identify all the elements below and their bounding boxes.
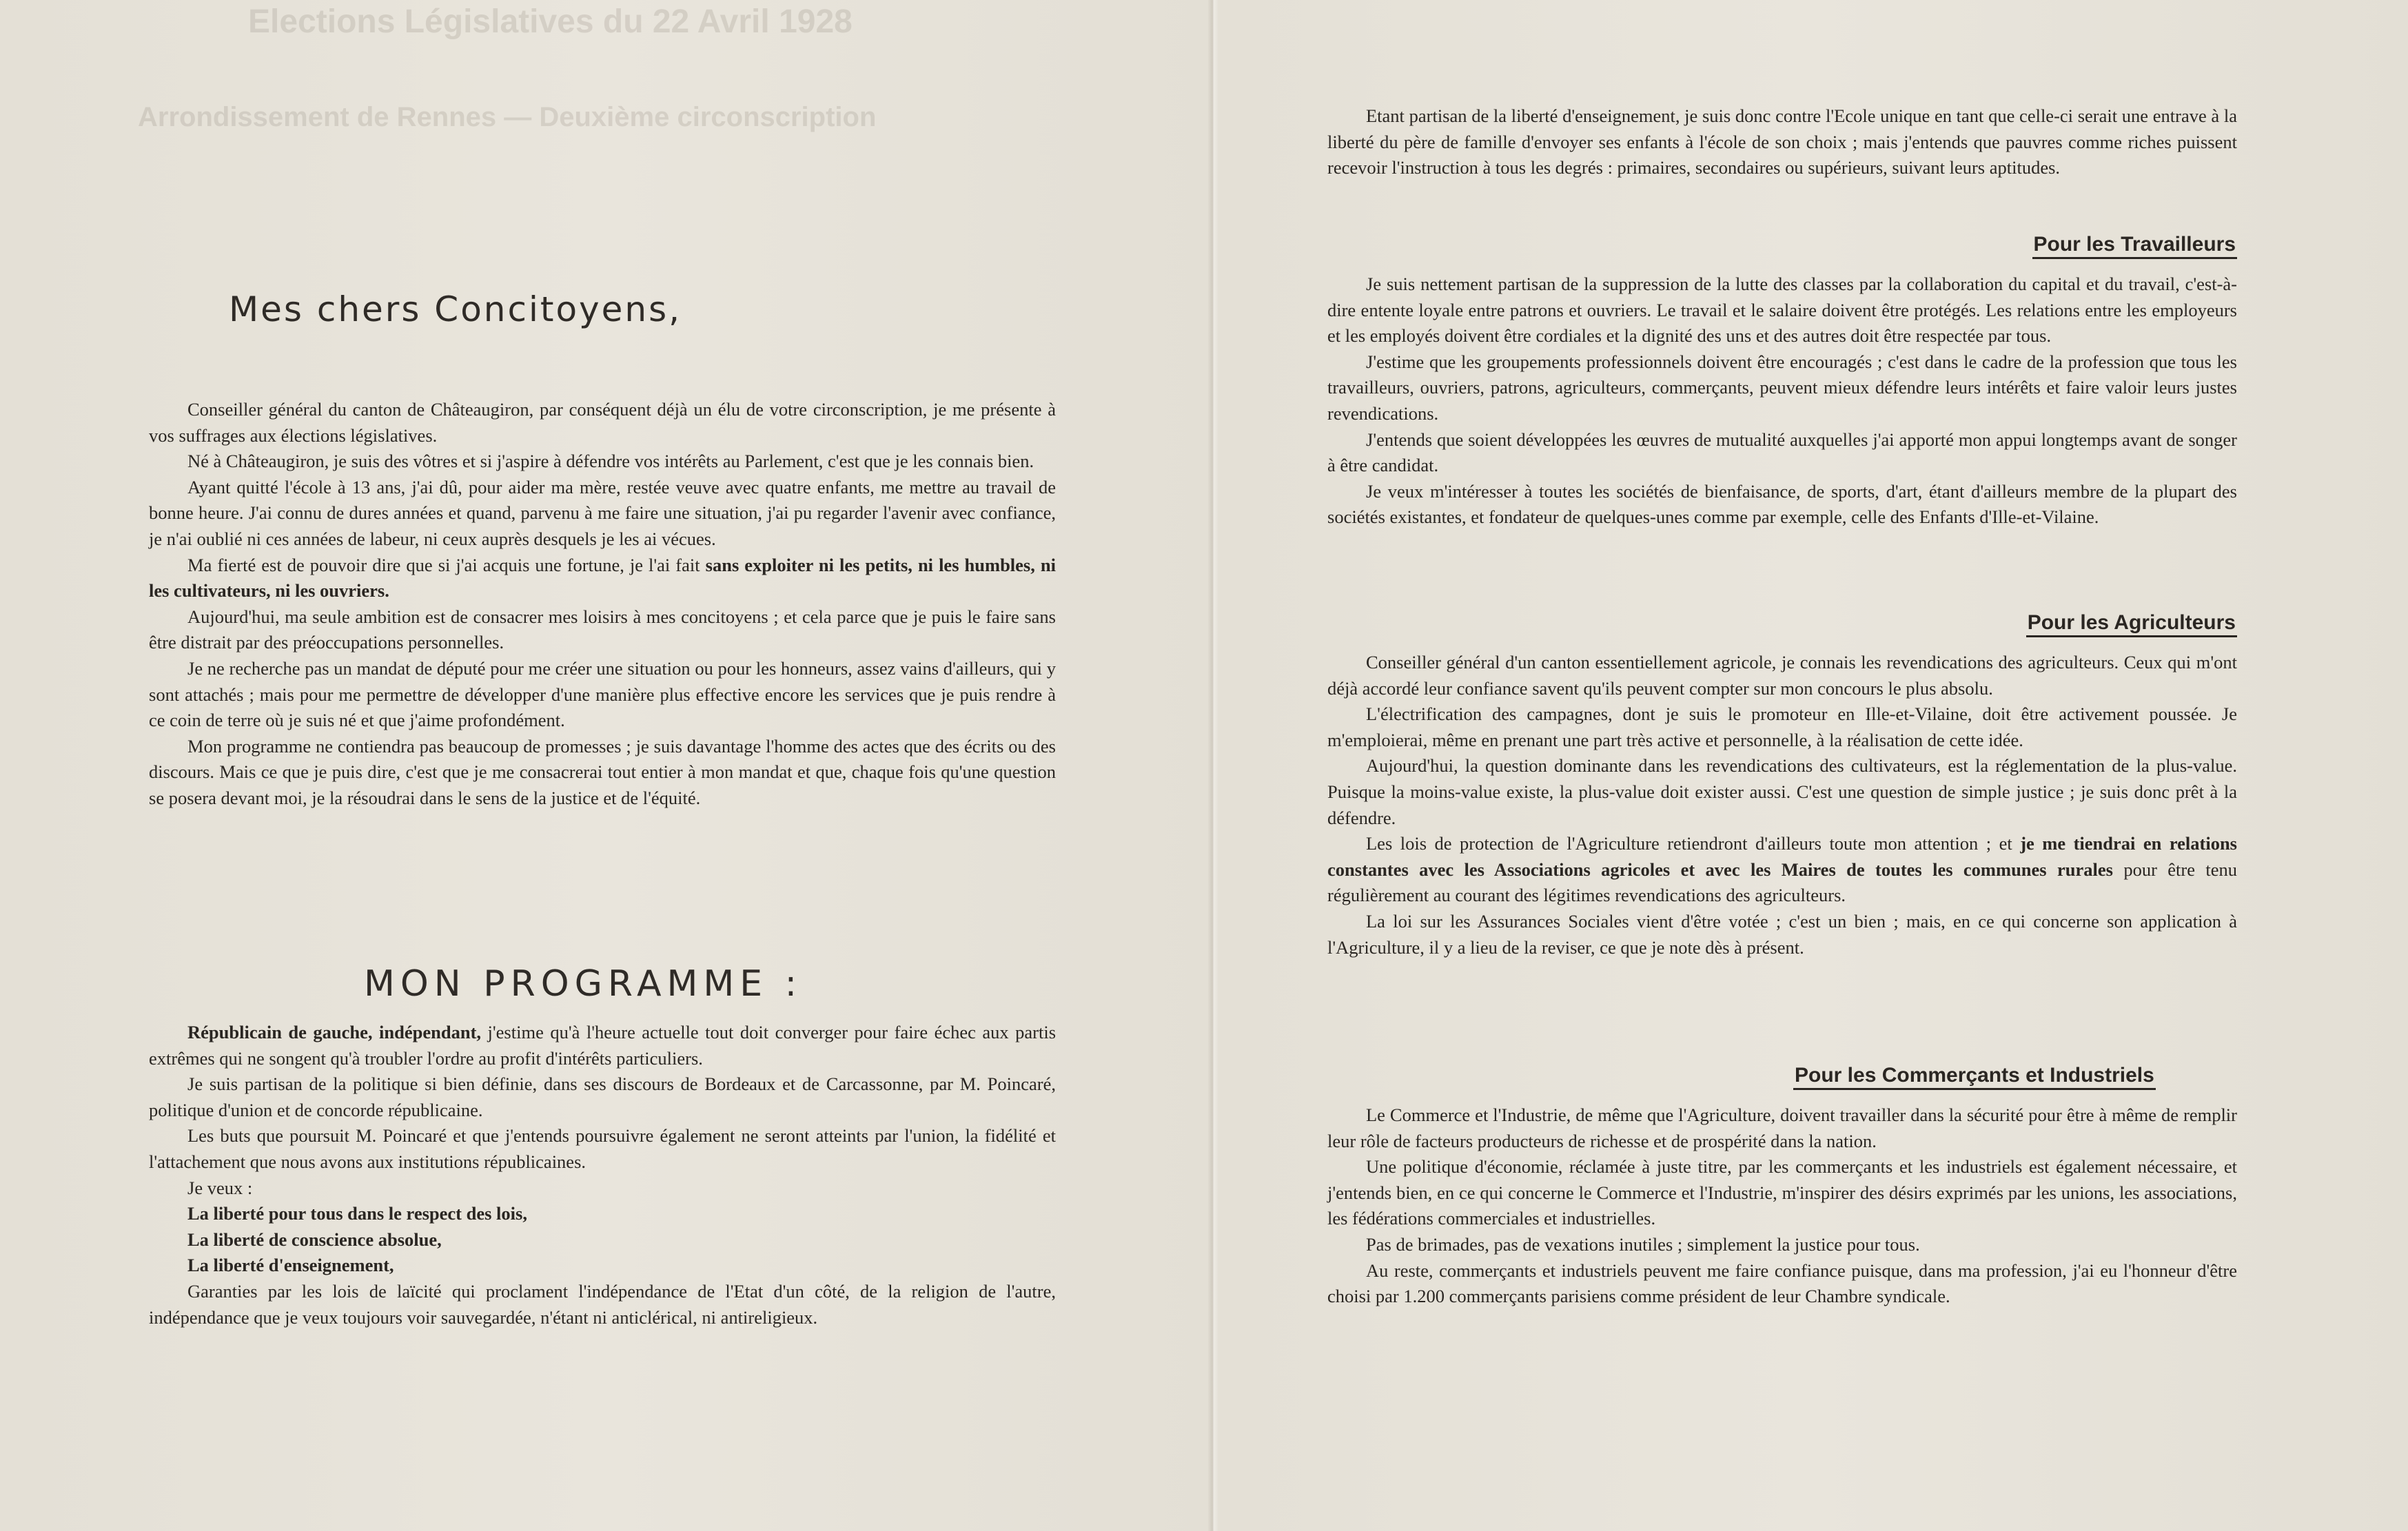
commercants-paragraph: Pas de brimades, pas de vexations inutiles ; simplement la justice pour tous. [1366,1233,1920,1255]
agri-bold: je me tiendrai en relations constantes avec les Associations agricoles et avec les Maires de toutes les communes rurales [1327,833,2237,880]
want-item: La liberté de conscience absolue, [187,1229,442,1250]
enseignement-block [1327,103,2237,181]
travailleurs-title: Pour les Travailleurs [2032,233,2237,259]
programme-paragraph [149,1020,1056,1071]
enseignement-paragraph: Etant partisan de la liberté d'enseignement, je suis donc contre l'Ecole unique en tant que celle-ci serait une entrave à la liberté du père de famille d'envoyer ses enfants à l'école de son choix ; mais j'entends que pauvres comme riches puissent recevoir l'instruction à tous les degrés : primaires, secondaires ou supérieurs, suivant leurs aptitudes. [1327,105,2237,178]
agriculteurs-paragraph: Conseiller général d'un canton essentiellement agricole, je connais les revendications des agriculteurs. Ceux qui m'ont déjà accordé leur confiance savent qu'ils peuvent compter sur mon concours le plus absolu. [1327,652,2237,699]
intro-paragraph: Né à Châteaugiron, je suis des vôtres et si j'aspire à défendre vos intérêts au Parlement, c'est que je les connais bien. [187,451,1034,472]
travailleurs-heading [1327,232,2237,258]
travailleurs-paragraph: Je veux m'intéresser à toutes les sociétés de bienfaisance, de sports, d'art, étant d'ailleurs membre de la plupart des sociétés existantes, et fondateur de quelques-unes comme par exemple, celle des Enfants d'Ille-et-Vilaine. [1327,480,2237,528]
intro-paragraph: Aujourd'hui, ma seule ambition est de consacrer mes loisirs à mes concitoyens ; et cela parce que je puis le faire sans être distrait par des préoccupations personnelles. [149,606,1056,653]
agriculteurs-section [1327,610,2237,960]
programme-block [149,1020,1056,1330]
travailleurs-paragraph: J'estime que les groupements professionnels doivent être encouragés ; c'est dans le cadre de la profession que tous les travailleurs, ouvriers, patrons, agriculteurs, commerçants, peuvent mieux défendre leurs intérêts et faire valoir leurs justes revendications. [1327,351,2237,424]
intro-paragraph: Conseiller général du canton de Châteaugiron, par conséquent déjà un élu de votre circonscription, je me présente à vos suffrages aux élections législatives. [149,399,1056,446]
intro-block [149,397,1056,812]
agriculteurs-title: Pour les Agriculteurs [2026,611,2237,637]
travailleurs-paragraph: Je suis nettement partisan de la suppression de la lutte des classes par la collaboration du capital et du travail, c'est-à-dire entente loyale entre patrons et ouvriers. Le travail et le salaire doivent être protégés. Les relations entre les employeurs et les employés doivent être cordiales et la dignité des uns et des autres doit être respectée par tous. [1327,274,2237,347]
intro-paragraph: Ayant quitté l'école à 13 ans, j'ai dû, pour aider ma mère, restée veuve avec quatre enfants, me mettre au travail de bonne heure. J'ai connu de dures années et quand, parvenu à me faire une situation, j'ai pu regarder l'avenir avec confiance, je n'ai oublié ni ces années de labeur, ni ceux auprès desquels je les ai vécues. [149,476,1056,549]
fierte-bold: sans exploiter ni les petits, ni les humbles, ni les cultivateurs, ni les ouvriers. [149,554,1056,602]
commercants-paragraph: Une politique d'économie, réclamée à juste titre, par les commerçants et les industriels est également nécessaire, et j'entends bien, en ce qui concerne le Commerce et l'Industrie, m'inspirer des désirs exprimés par les unions, les associations, les fédérations commerciales et industrielles. [1327,1156,2237,1229]
commercants-paragraph: Le Commerce et l'Industrie, de même que l'Agriculture, doivent travailler dans la sécurité pour être à même de remplir leur rôle de facteurs producteurs de richesse et de prospérité dans la nation. [1327,1104,2237,1151]
want-item: La liberté pour tous dans le respect des lois, [187,1203,527,1224]
agri-text: pour être tenu régulièrement au courant des légitimes revendications des agriculteurs. [1327,859,2237,906]
page-fold [1207,0,1218,1531]
commercants-section [1327,1062,2237,1310]
commercants-title: Pour les Commerçants et Industriels [1793,1064,2156,1090]
agri-text: Les lois de protection de l'Agriculture retiendront d'ailleurs toute mon attention ; et [1366,833,2021,854]
programme-paragraph: Garanties par les lois de laïcité qui proclament l'indépendance de l'Etat d'un côté, de la religion de l'autre, indépendance que je veux toujours voir sauvegardée, n'étant ni anticlérical, ni antireligieux. [149,1280,1056,1328]
programme-text: j'estime qu'à l'heure actuelle tout doit converger pour faire échec aux partis extrêmes qui ne songent qu'à troubler l'ordre au profit d'intérêts particuliers. [149,1022,1057,1069]
agriculteurs-paragraph: Aujourd'hui, la question dominante dans les revendications des cultivateurs, est la réglementation de la plus-value. Puisque la moins-value existe, la plus-value doit exister aussi. C'est une question de simple justice ; je suis donc prêt à la défendre. [1327,755,2237,828]
commercants-heading [1327,1062,2237,1089]
agriculteurs-paragraph: La loi sur les Assurances Sociales vient d'être votée ; c'est un bien ; mais, en ce qui concerne son application à l'Agriculture, il y a lieu de la reviser, ce que je note dès à présent. [1327,910,2237,958]
programme-heading: MON PROGRAMME : [364,963,803,1005]
show-through-heading: Elections Législatives du 22 Avril 1928 [248,3,853,40]
travailleurs-paragraph: J'entends que soient développées les œuvres de mutualité auxquelles j'ai apporté mon appui longtemps avant de songer à être candidat. [1327,429,2237,476]
agriculteurs-heading [1327,610,2237,636]
programme-affiliation: Républicain de gauche, indépendant, [187,1022,482,1042]
programme-paragraph: Je veux : [187,1177,253,1198]
agriculteurs-paragraph: L'électrification des campagnes, dont je suis le promoteur en Ille-et-Vilaine, doit être activement poussée. Je m'emploierai, même en prenant une part très active et personnelle, à la réalisation de cette idée. [1327,703,2237,750]
travailleurs-section [1327,232,2237,531]
show-through-subheading: Arrondissement de Rennes — Deuxième circonscription [138,102,877,132]
want-item: La liberté d'enseignement, [187,1255,394,1276]
programme-paragraph: Je suis partisan de la politique si bien définie, dans ses discours de Bordeaux et de Carcassonne, par M. Poincaré, politique d'union et de concorde républicaine. [149,1073,1056,1120]
intro-paragraph: Je ne recherche pas un mandat de député pour me créer une situation ou pour les honneurs, assez vains d'ailleurs, qui y sont attachés ; mais pour me permettre de développer d'une manière plus effective encore les services que je puis rendre à ce coin de terre où je suis né et que j'aime profondément. [149,657,1056,731]
intro-paragraph-fierte [149,553,1056,604]
commercants-paragraph: Au reste, commerçants et industriels peuvent me faire confiance puisque, dans ma profession, j'ai eu l'honneur d'être choisi par 1.200 commerçants parisiens comme président de leur Chambre syndicale. [1327,1260,2237,1307]
agriculteurs-paragraph [1327,831,2237,909]
salutation: Mes chers Concitoyens, [229,289,682,329]
fierte-text: Ma fierté est de pouvoir dire que si j'ai acquis une fortune, je l'ai fait [187,554,706,575]
programme-paragraph: Les buts que poursuit M. Poincaré et que j'entends poursuivre également ne seront atteints par l'union, la fidélité et l'attachement que nous avons aux institutions républicaines. [149,1125,1056,1172]
intro-paragraph: Mon programme ne contiendra pas beaucoup de promesses ; je suis davantage l'homme des actes que des écrits ou des discours. Mais ce que je puis dire, c'est que je me consacrerai tout entier à mon mandat et que, chaque fois qu'une question se posera devant moi, je la résoudrai dans le sens de la justice et de l'équité. [149,735,1056,808]
